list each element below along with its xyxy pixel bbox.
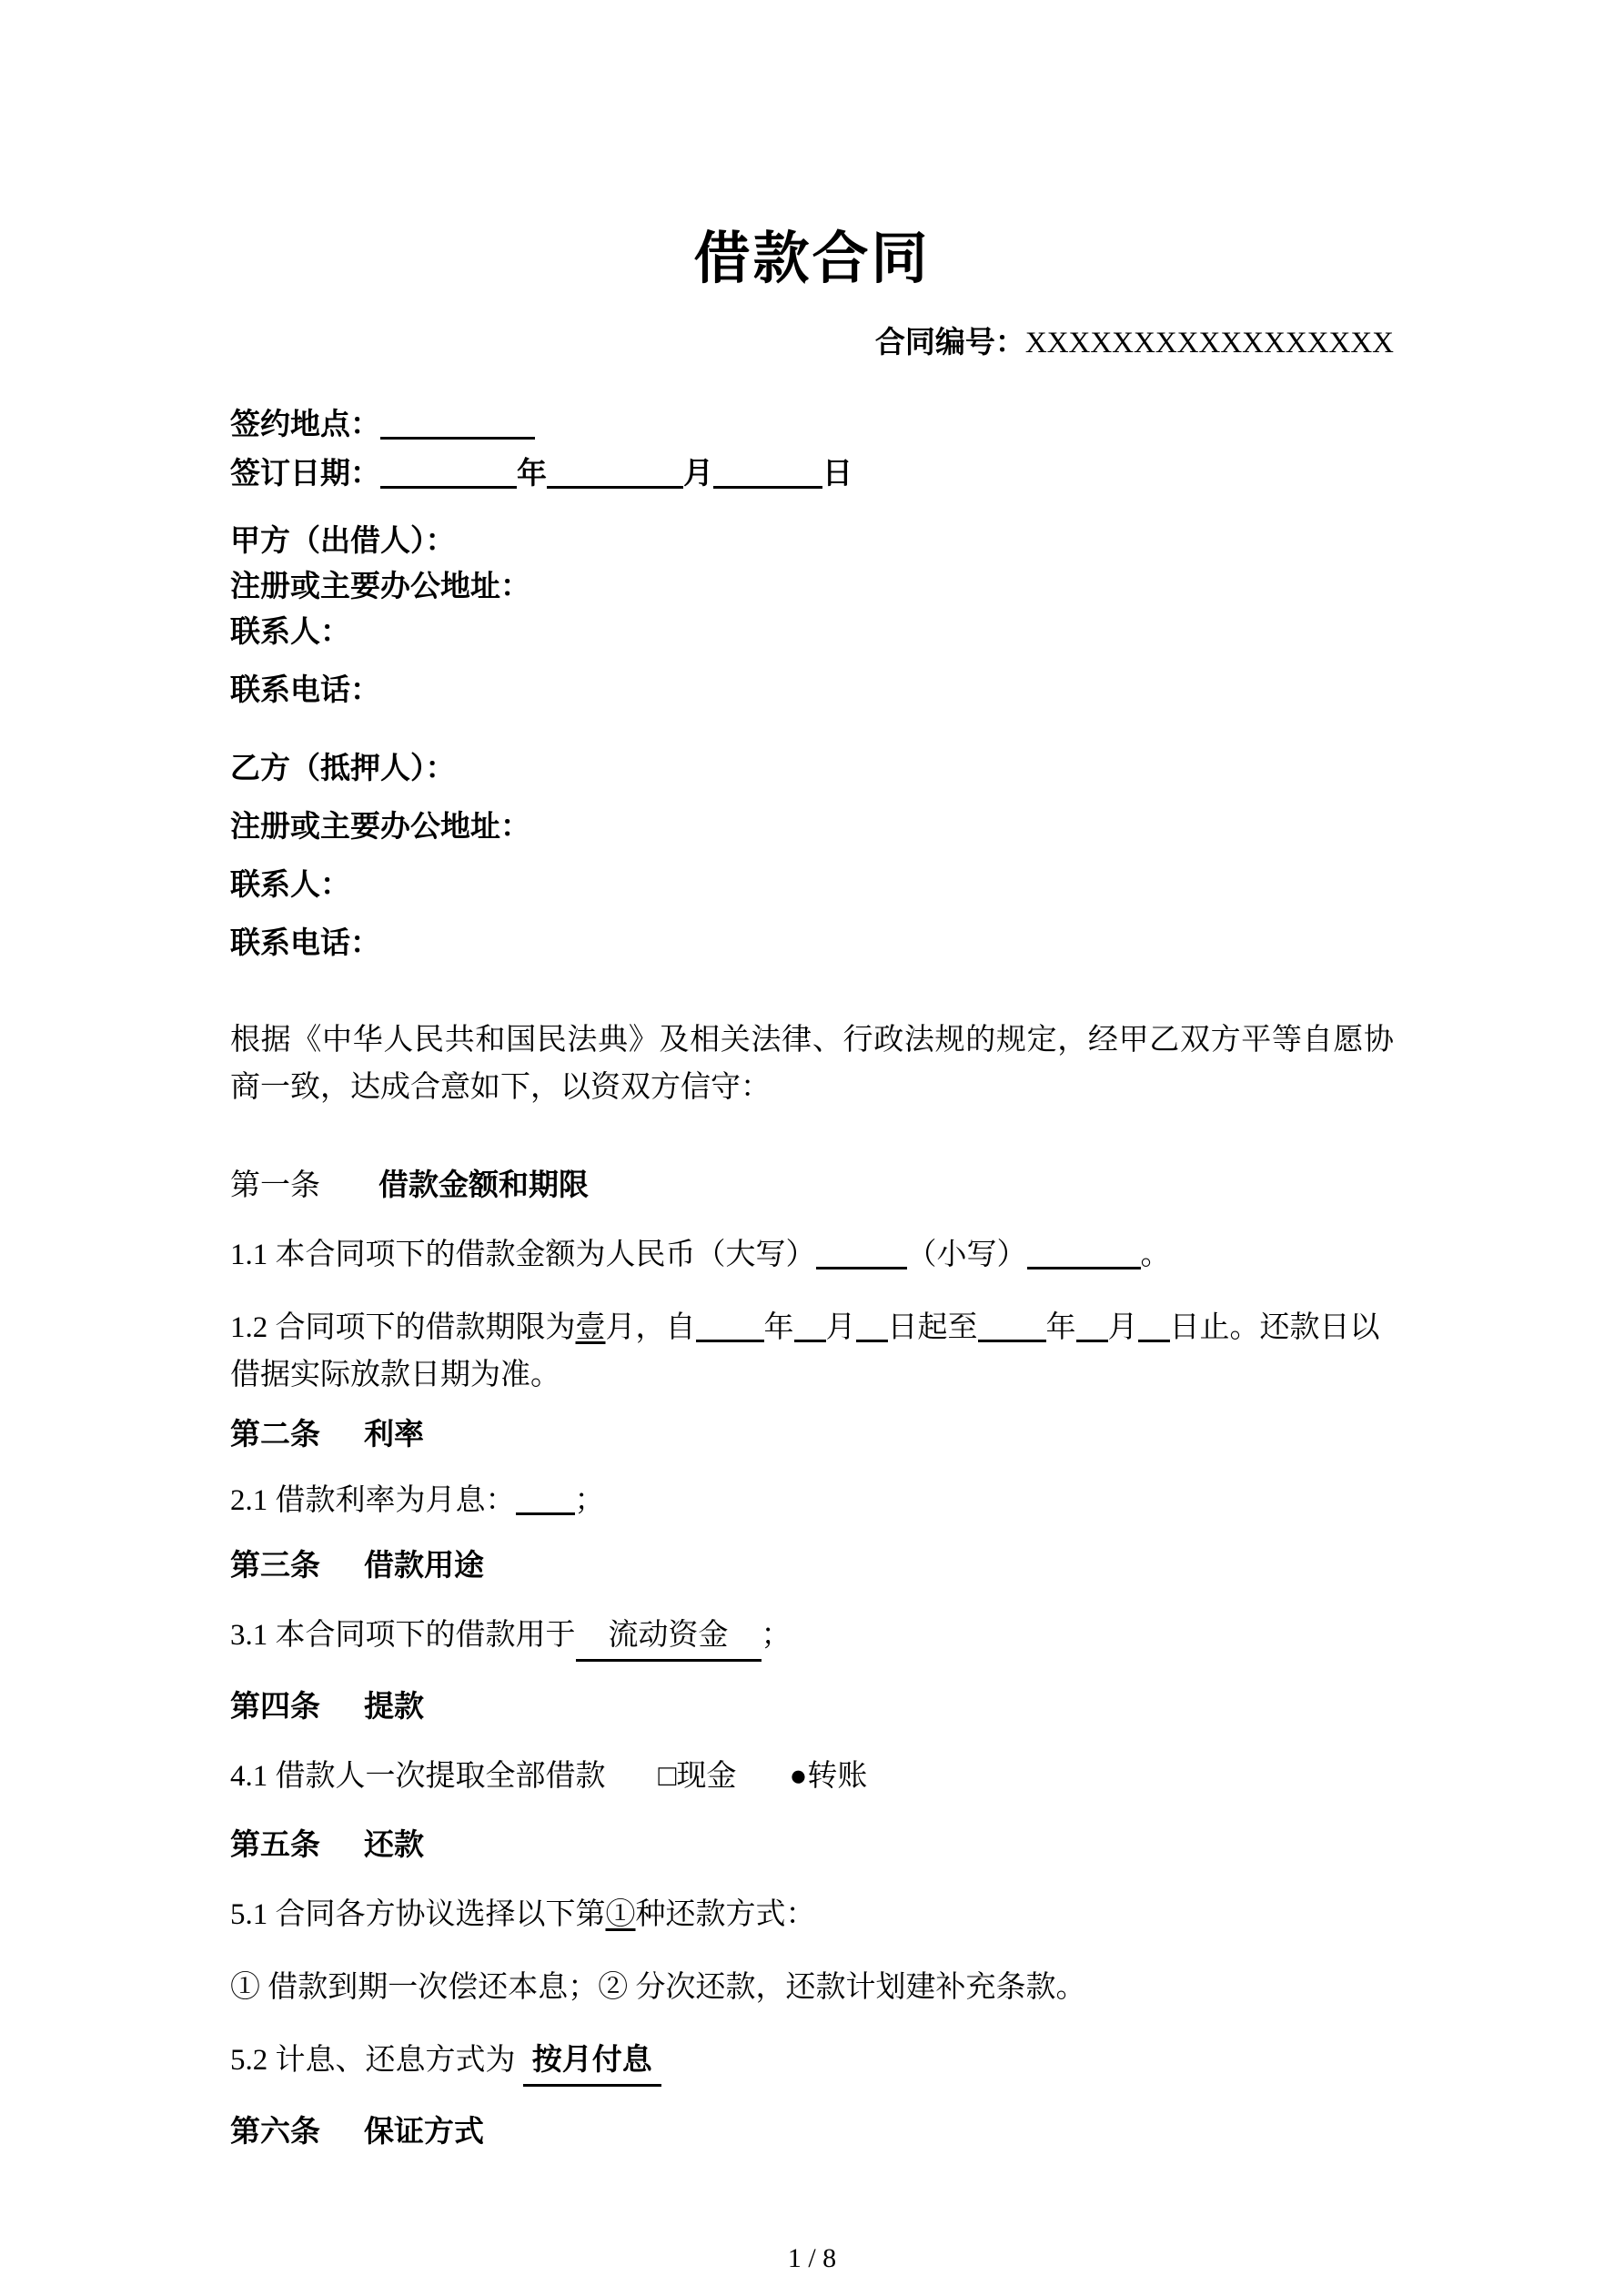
interest-rate-blank [516, 1482, 575, 1515]
selected-option-circled-number: ① [605, 1898, 636, 1931]
start-month-char: 月 [825, 1311, 856, 1344]
party-b-address-label: 注册或主要办公地址： [230, 811, 530, 844]
clause-1-2-end: 日止。还款日以借据实际放款日期为准。 [230, 1311, 1380, 1391]
start-month-blank [794, 1310, 826, 1342]
article-4-number: 第四条 [230, 1691, 320, 1724]
article-5-title: 还款 [364, 1829, 424, 1862]
interest-payment-method-value: 按月付息 [523, 2037, 661, 2087]
clause-5-1-text: 5.1 合同各方协议选择以下第 [230, 1898, 606, 1931]
article-6-title: 保证方式 [364, 2116, 484, 2149]
start-year-blank [696, 1310, 764, 1342]
loan-purpose-value: 流动资金 [576, 1612, 762, 1662]
clause-4-1 [230, 1753, 1394, 1800]
document-title: 借款合同 [693, 228, 931, 290]
end-month-char: 月 [1107, 1311, 1138, 1344]
term-underlined: 壹 [575, 1311, 606, 1344]
clause-5-1 [230, 1891, 1394, 1938]
contract-number-label: 合同编号： [874, 327, 1025, 359]
year-char: 年 [517, 458, 547, 491]
article-3-heading [230, 1546, 1394, 1586]
end-month-blank [1076, 1310, 1108, 1342]
end-day-blank [1138, 1310, 1170, 1342]
transfer-option-label: 转账 [807, 1760, 868, 1793]
clause-1-2-text: 1.2 合同项下的借款期限为 [230, 1311, 576, 1344]
start-year-char: 年 [763, 1311, 794, 1344]
page-number: 1 / 8 [787, 2243, 837, 2273]
month-char: 月 [683, 458, 713, 491]
clause-5-2 [230, 2037, 1394, 2087]
contract-number-line [230, 323, 1394, 363]
article-4-heading [230, 1687, 1394, 1727]
clause-2-1 [230, 1477, 1394, 1524]
clause-1-2-until: 日起至 [887, 1311, 978, 1344]
article-2-number: 第二条 [230, 1419, 320, 1451]
party-b-contact-label: 联系人： [230, 869, 350, 902]
day-char: 日 [822, 458, 852, 491]
clause-1-1-end: 。 [1140, 1239, 1171, 1271]
article-3-title: 借款用途 [364, 1550, 484, 1583]
clause-2-1-end: ； [574, 1484, 605, 1517]
article-2-title: 利率 [364, 1419, 424, 1451]
article-3-number: 第三条 [230, 1550, 320, 1583]
transfer-option [789, 1760, 867, 1793]
article-1-title: 借款金额和期限 [378, 1169, 589, 1202]
party-b-title: 乙方（抵押人）： [230, 753, 456, 785]
clause-1-2 [230, 1304, 1394, 1399]
signing-place-blank [380, 407, 535, 440]
article-2-heading [230, 1415, 1394, 1455]
cash-option-label: 现金 [676, 1760, 737, 1793]
article-6-heading [230, 2112, 1394, 2152]
end-year-blank [978, 1310, 1046, 1342]
checkbox-unchecked-icon: □ [658, 1760, 677, 1793]
article-4-title: 提款 [364, 1691, 424, 1724]
article-1-number: 第一条 [230, 1169, 320, 1202]
clause-3-1-text: 3.1 本合同项下的借款用于 [230, 1619, 576, 1652]
signing-date-label: 签订日期： [230, 458, 380, 491]
clause-3-1-end: ； [761, 1619, 792, 1652]
article-5-heading [230, 1826, 1394, 1866]
signing-year-blank [380, 456, 517, 489]
article-5-number: 第五条 [230, 1829, 320, 1862]
signing-date-line [230, 454, 1394, 494]
party-a-phone-label: 联系电话： [230, 674, 380, 707]
contract-number-value: XXXXXXXXXXXXXXXXX [1024, 327, 1394, 359]
end-year-char: 年 [1045, 1311, 1076, 1344]
clause-4-1-text: 4.1 借款人一次提取全部借款 [230, 1760, 606, 1793]
radio-selected-icon: ● [789, 1760, 808, 1793]
start-day-blank [856, 1310, 888, 1342]
signing-month-blank [547, 456, 683, 489]
clause-1-1 [230, 1231, 1394, 1279]
article-6-number: 第六条 [230, 2116, 320, 2149]
party-a-contact-label: 联系人： [230, 616, 350, 649]
clause-1-1-mid: （小写） [906, 1239, 1027, 1271]
signing-place-label: 签约地点： [230, 409, 380, 441]
amount-words-blank [816, 1237, 907, 1269]
cash-option [659, 1760, 737, 1793]
clause-1-1-text: 1.1 本合同项下的借款金额为人民币（大写） [230, 1239, 816, 1271]
clause-5-2-text: 5.2 计息、还息方式为 [230, 2044, 516, 2077]
party-a-address-label: 注册或主要办公地址： [230, 571, 530, 603]
repayment-options-line: ① 借款到期一次偿还本息；② 分次还款，还款计划建补充条款。 [230, 1971, 1086, 2004]
clause-3-1 [230, 1612, 1394, 1662]
clause-5-1-end: 种还款方式： [635, 1898, 816, 1931]
signing-place-line [230, 405, 1394, 445]
clause-2-1-text: 2.1 借款利率为月息： [230, 1484, 516, 1517]
clause-1-2-mid: 月，自 [605, 1311, 696, 1344]
preamble-paragraph: 根据《中华人民共和国民法典》及相关法律、行政法规的规定，经甲乙双方平等自愿协商一致，达成合意如下，以资双方信守： [230, 1024, 1394, 1104]
party-a-title: 甲方（出借人）： [230, 525, 456, 558]
party-b-phone-label: 联系电话： [230, 927, 380, 960]
signing-day-blank [713, 456, 822, 489]
article-1-heading [230, 1166, 1394, 1206]
amount-figures-blank [1027, 1237, 1141, 1269]
